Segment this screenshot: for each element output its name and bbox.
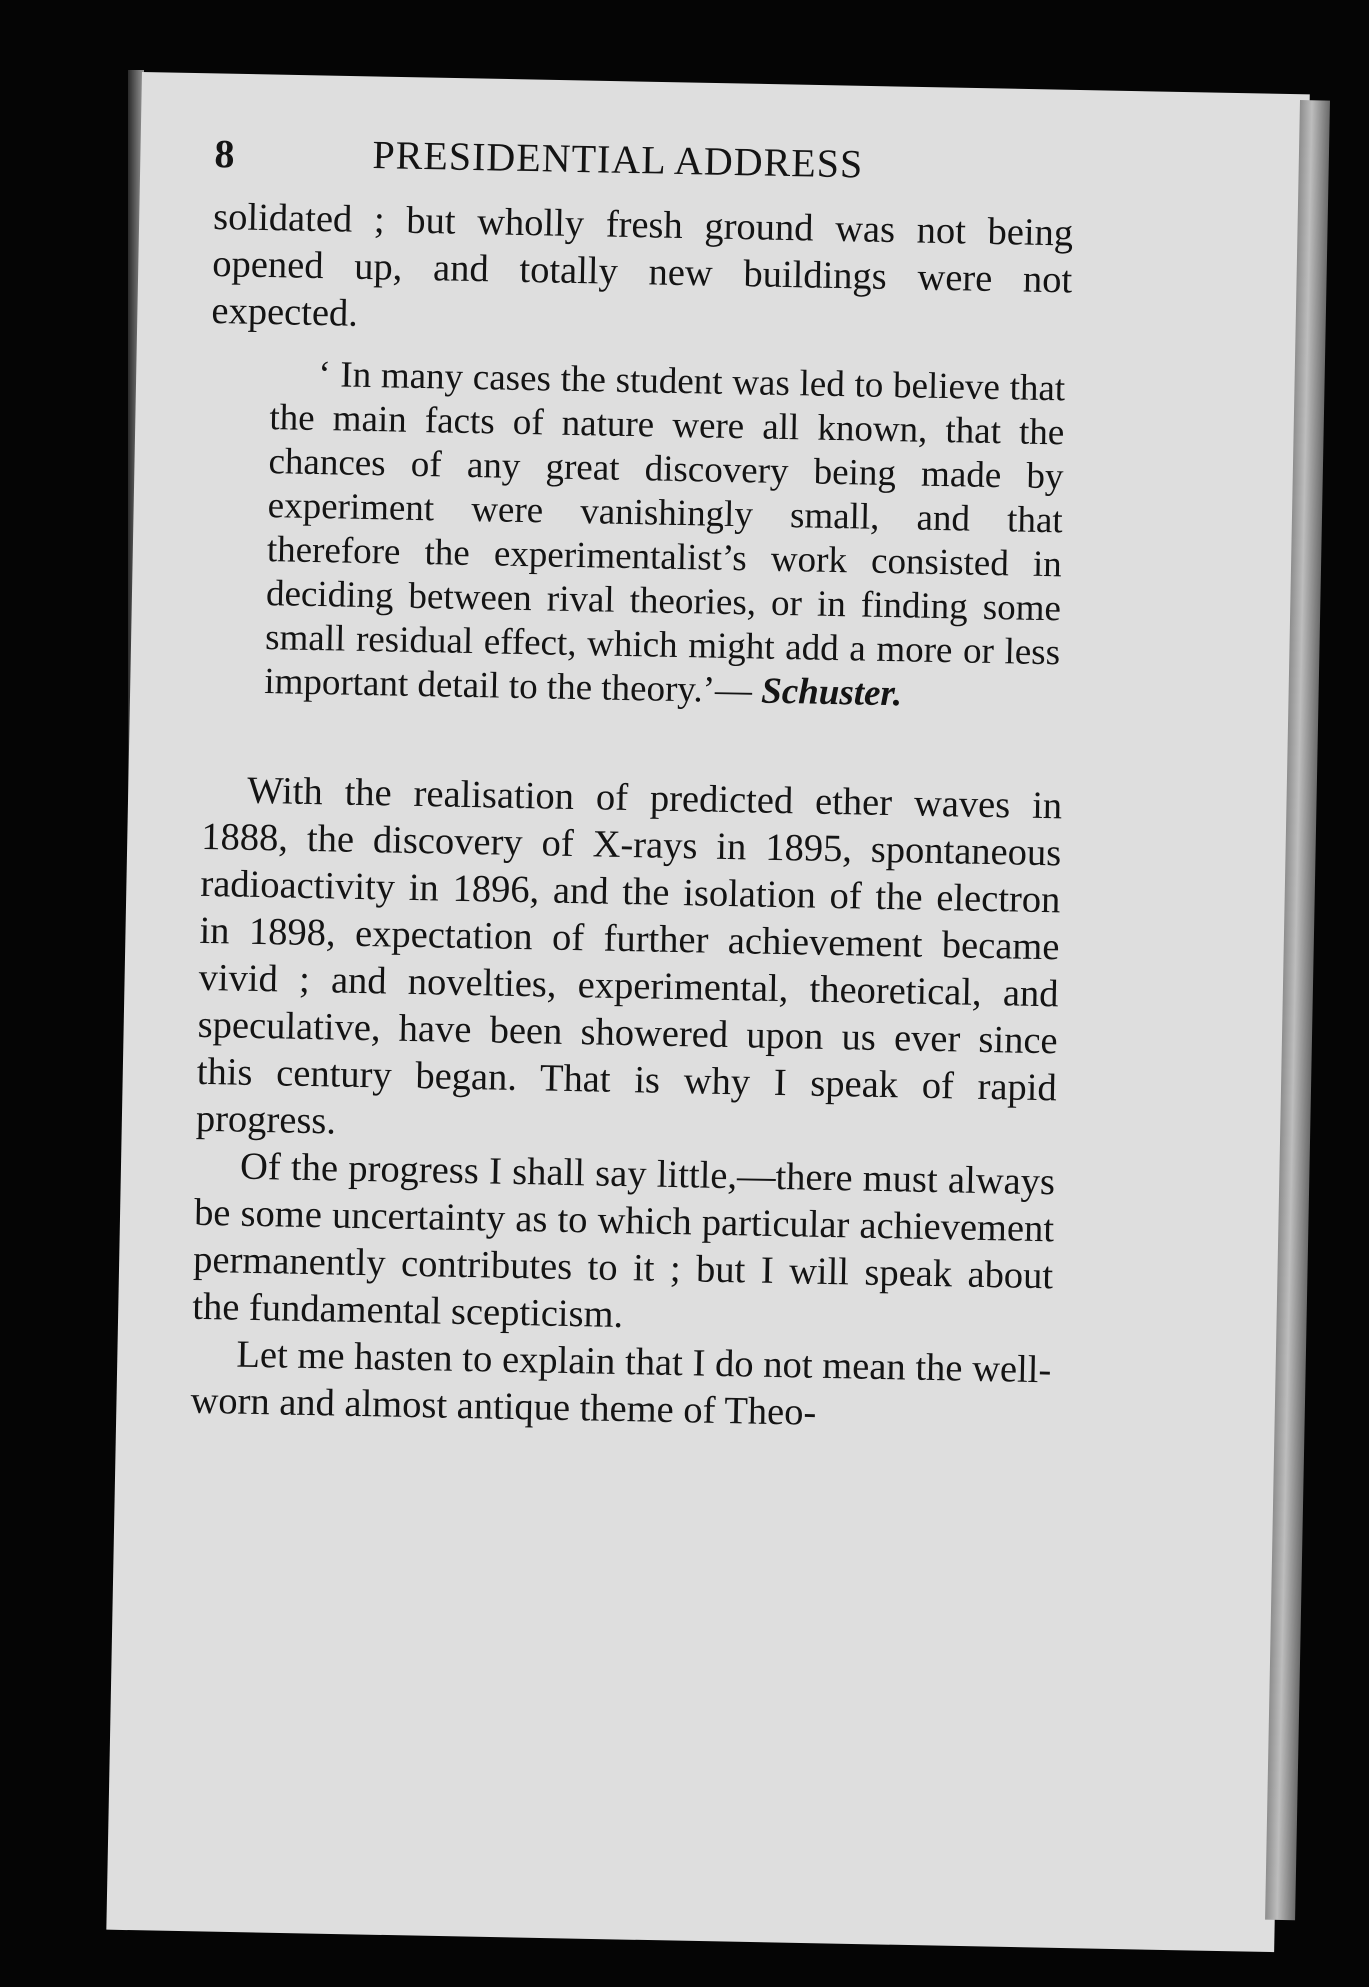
paragraph-realisation: With the realisation of predicted ether waves in 1888, the discovery of X-rays in 1895, spontaneous radioactivity in 1896, and the isolation of the electron in 1898, expectation of further achievement became vivid ; and novelties, experimental, theoretical, and speculative, have been showered upon us ever since this century began. That is why I speak of rapid progress. — [195, 769, 1063, 1143]
page-text — [190, 128, 1075, 1441]
paragraph-hasten: Let me hasten to explain that I do not mean the well-worn and almost antique theme of Theo- — [190, 1333, 1052, 1434]
page-number: 8 — [214, 130, 236, 177]
paragraph-progress: Of the progress I shall say little,—there must always be some uncertainty as to which particular achievement permanently contributes to it ; but I will speak about the fundamental scepticism. — [191, 1145, 1056, 1337]
quote-text: ‘ In many cases the student was led to believe that the main facts of nature were all known, that the chances of any great discovery being made by experiment were vanishingly small, and that therefore the experimentalist’s work consisted in deciding between rival theories, or in finding some small residual effect, which might add a more or less important detail to the theory.’— — [263, 354, 1066, 712]
paragraph-continuation: solidated ; but wholly fresh ground was not being opened up, and totally new buildings were not expected. — [211, 195, 1074, 335]
running-title: PRESIDENTIAL ADDRESS — [372, 132, 864, 187]
block-quote — [264, 352, 1066, 719]
quote-attribution: Schuster. — [760, 670, 903, 715]
